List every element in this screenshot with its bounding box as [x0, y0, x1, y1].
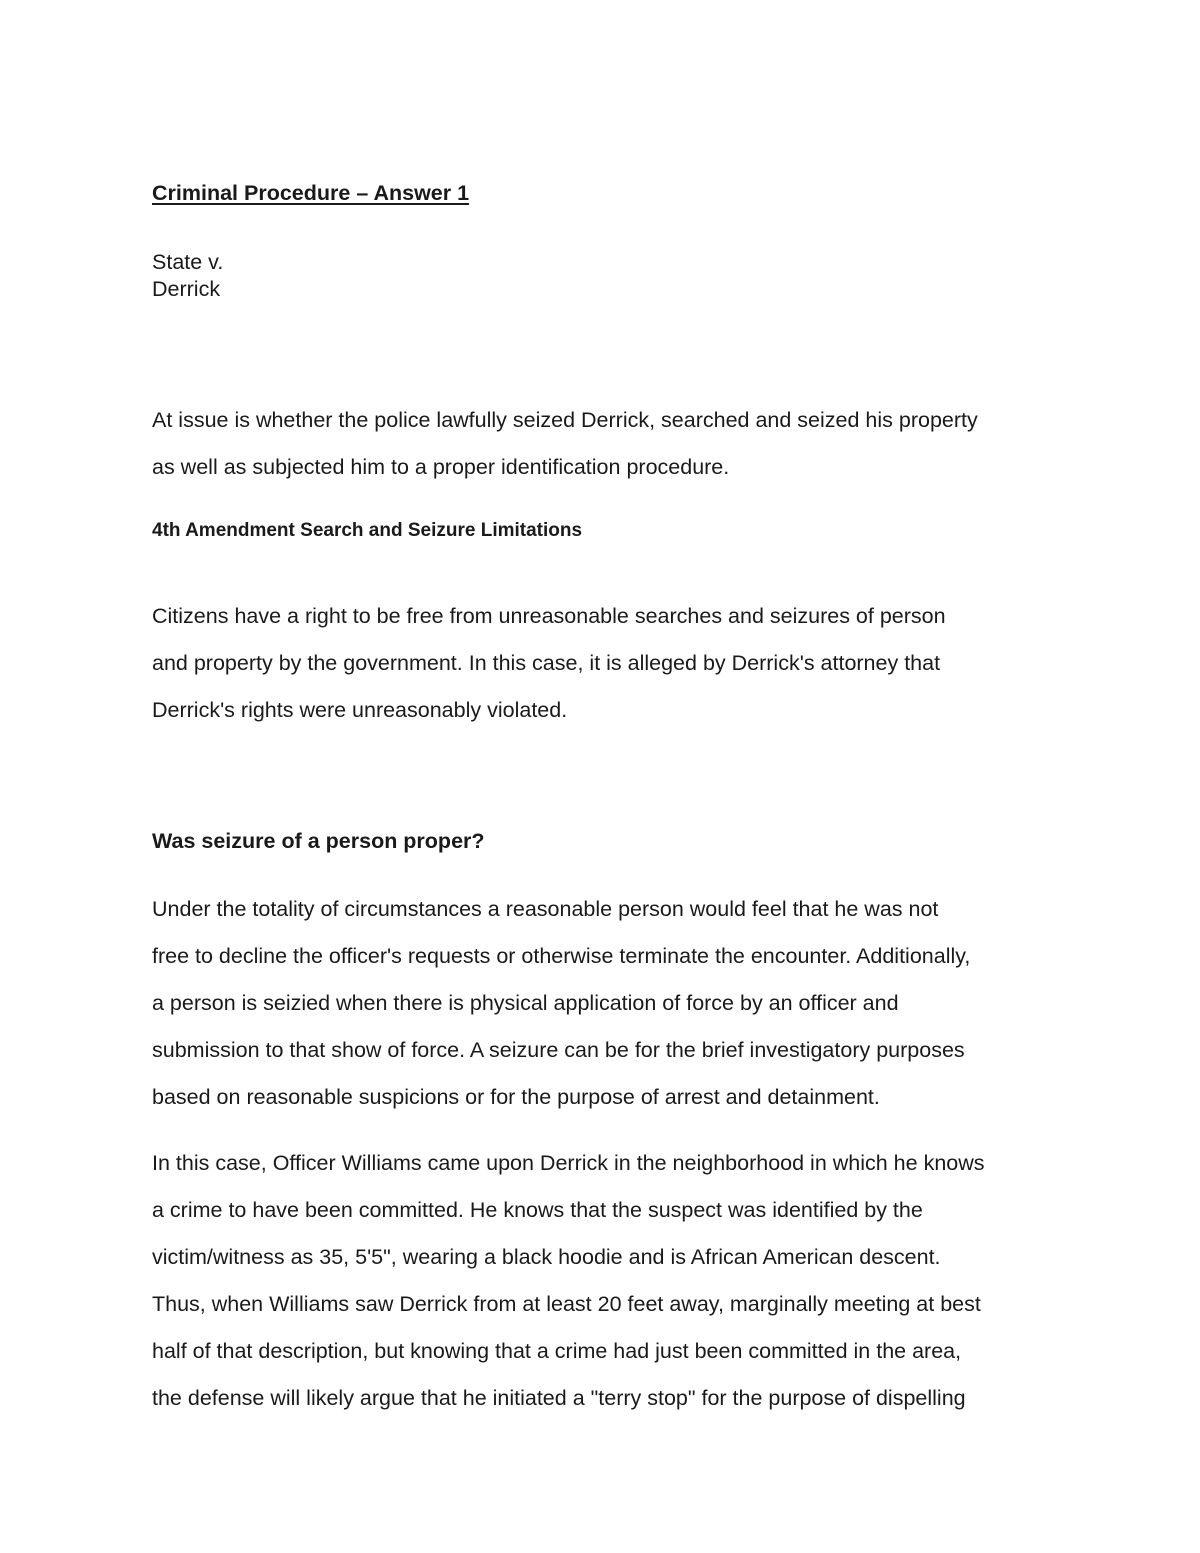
- rule-paragraph: [152, 886, 970, 1121]
- document-title: Criminal Procedure – Answer 1: [152, 181, 470, 205]
- section-heading: 4th Amendment Search and Seizure Limitations: [152, 520, 583, 541]
- paragraph-line: based on reasonable suspicions or for the purpose of arrest and detainment.: [152, 1085, 880, 1109]
- section-paragraph: [152, 593, 946, 734]
- paragraph-line: Thus, when Williams saw Derrick from at least 20 feet away, marginally meeting at best: [152, 1292, 981, 1316]
- case-caption-line: Derrick: [152, 277, 221, 301]
- paragraph-line: In this case, Officer Williams came upon Derrick in the neighborhood in which he knows: [152, 1151, 985, 1175]
- case-caption-line: State v.: [152, 250, 224, 274]
- paragraph-line: a person is seizied when there is physical application of force by an officer and: [152, 991, 899, 1015]
- intro-paragraph: [152, 397, 978, 491]
- paragraph-line: Citizens have a right to be free from unreasonable searches and seizures of person: [152, 604, 946, 628]
- paragraph-line: as well as subjected him to a proper identification procedure.: [152, 455, 730, 479]
- paragraph-line: victim/witness as 35, 5'5", wearing a black hoodie and is African American descent.: [152, 1245, 941, 1269]
- question-heading: Was seizure of a person proper?: [152, 829, 485, 853]
- paragraph-line: Under the totality of circumstances a reasonable person would feel that he was not: [152, 897, 939, 921]
- paragraph-line: Derrick's rights were unreasonably violated.: [152, 698, 568, 722]
- case-caption: [152, 249, 223, 303]
- paragraph-line: half of that description, but knowing that a crime had just been committed in the area,: [152, 1339, 962, 1363]
- paragraph-line: submission to that show of force. A seizure can be for the brief investigatory purposes: [152, 1038, 965, 1062]
- paragraph-line: free to decline the officer's requests or otherwise terminate the encounter. Additionally,: [152, 944, 971, 968]
- paragraph-line: and property by the government. In this case, it is alleged by Derrick's attorney that: [152, 651, 941, 675]
- analysis-paragraph: [152, 1140, 985, 1422]
- paragraph-line: At issue is whether the police lawfully seized Derrick, searched and seized his property: [152, 408, 978, 432]
- paragraph-line: a crime to have been committed. He knows that the suspect was identified by the: [152, 1198, 923, 1222]
- paragraph-line: the defense will likely argue that he initiated a "terry stop" for the purpose of dispelling: [152, 1386, 966, 1410]
